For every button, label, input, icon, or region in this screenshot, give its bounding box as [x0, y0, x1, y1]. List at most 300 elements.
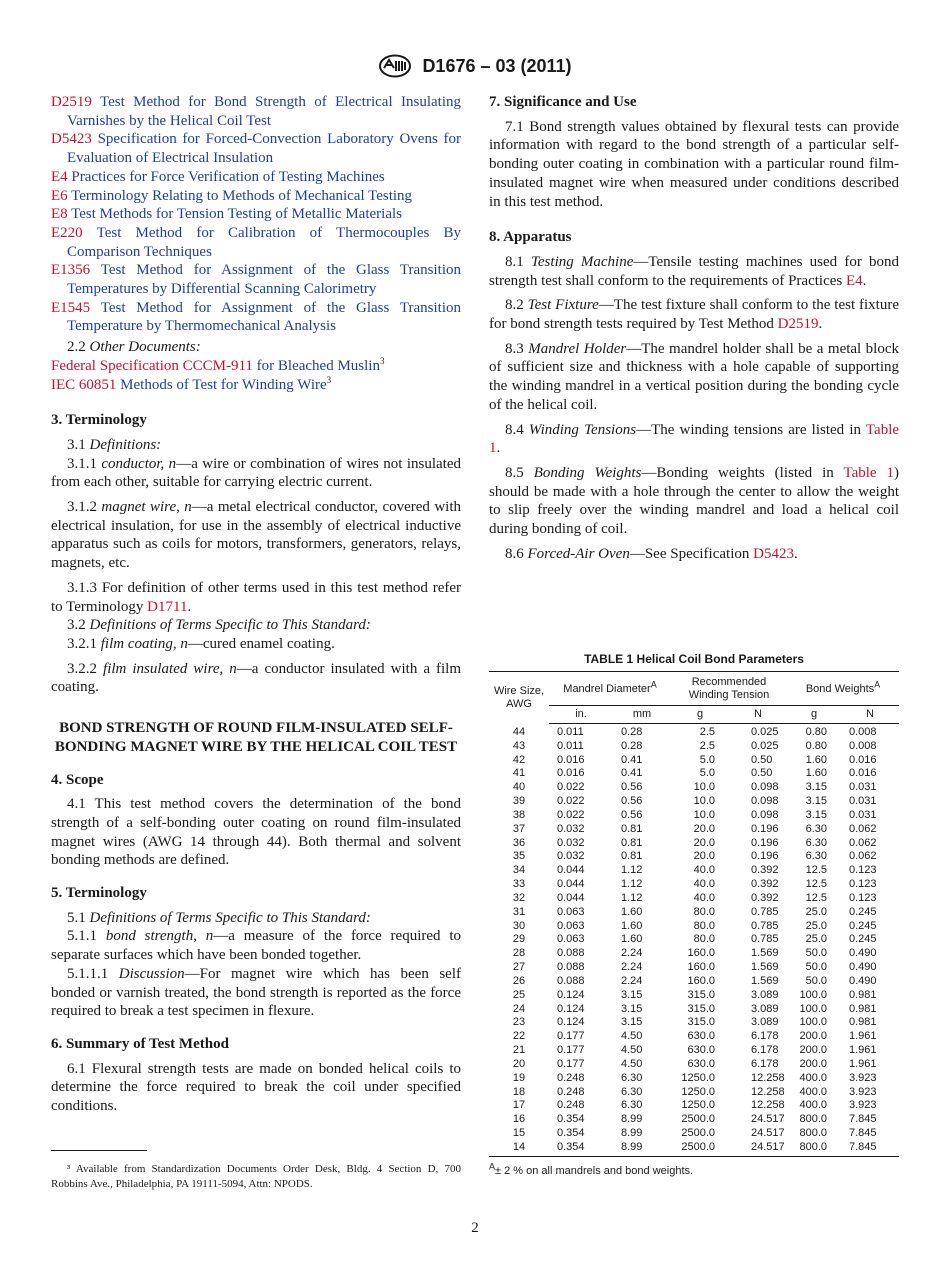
other-doc-item: Federal Specification CCCM-911 for Bleached Muslin$^3$ [51, 355, 385, 374]
doc-link[interactable]: E1545 [51, 299, 91, 316]
table-cell: 80.0 [693, 919, 715, 932]
table-row [489, 809, 899, 823]
table-cell: 12.258 [751, 1071, 785, 1084]
doc-link[interactable]: E6 [51, 187, 68, 204]
table-cell: 3.15 [621, 1016, 643, 1029]
table-row [489, 1058, 899, 1072]
footnote-rule [51, 1150, 147, 1151]
reference-title: Terminology Relating to Methods of Mechanical Testing [71, 187, 413, 204]
table-row [489, 767, 899, 781]
table-row [489, 1086, 899, 1100]
table-cell: 0.981 [849, 1002, 877, 1015]
helical-coil-table [489, 671, 899, 1157]
doc-link[interactable]: E220 [51, 224, 83, 241]
table-cell: 1250.0 [681, 1099, 715, 1112]
table-cell: 200.0 [799, 1030, 827, 1043]
unit-header: in. [549, 706, 613, 724]
table-row [489, 1141, 899, 1156]
table-cell: 0.088 [557, 947, 585, 960]
table-cell: 0.044 [557, 864, 585, 877]
table-cell: 0.063 [557, 905, 585, 918]
table-cell: 0.196 [751, 850, 779, 863]
doc-link[interactable]: E4 [845, 272, 863, 289]
table-cell: 24 [512, 1002, 526, 1015]
section-heading: 5. Terminology [51, 885, 147, 902]
table-cell: 6.178 [751, 1030, 779, 1043]
table-cell: 0.124 [557, 1002, 585, 1015]
table-cell: 5.0 [699, 753, 715, 766]
reference-item [51, 168, 461, 187]
paragraph: 3.1 Definitions: [67, 436, 162, 453]
table-cell: 0.248 [557, 1071, 585, 1084]
table-cell: 25 [512, 988, 526, 1001]
document-code: D1676 – 03 (2011) [422, 55, 572, 76]
table-cell: 0.031 [849, 781, 877, 794]
table-cell: 3.923 [849, 1085, 877, 1098]
table-cell: 10.0 [693, 808, 715, 821]
table-cell: 0.981 [849, 988, 877, 1001]
reference-item [51, 205, 461, 224]
table-cell: 0.044 [557, 878, 585, 891]
table-cell: 0.392 [751, 891, 779, 904]
table-cell: 0.81 [621, 836, 643, 849]
column-header-weights: Bond Weights$^A$ [787, 672, 899, 706]
table-cell: 0.80 [805, 726, 827, 738]
table-cell: 6.30 [805, 850, 827, 863]
table-cell: 0.28 [621, 726, 643, 738]
table-cell: 0.025 [751, 726, 779, 738]
paragraph: 3.1.3 For definition of other terms used in this test method refer to Terminology D1711. [51, 579, 461, 615]
table-cell: 2.24 [621, 974, 643, 987]
table-cell: 0.785 [751, 905, 779, 918]
table-row [489, 1099, 899, 1113]
table-cell: 16 [512, 1113, 526, 1126]
doc-link[interactable]: IEC 60851 [51, 376, 117, 393]
table-cell: 0.41 [621, 753, 643, 766]
table-cell: 1.60 [621, 919, 643, 932]
table-cell: 3.923 [849, 1071, 877, 1084]
reference-title: Test Methods for Tension Testing of Metallic Materials [71, 206, 402, 223]
table-cell: 0.248 [557, 1085, 585, 1098]
table-row [489, 961, 899, 975]
table-cell: 50.0 [805, 947, 827, 960]
table-link[interactable]: Table 1 [489, 421, 900, 457]
table-cell: 200.0 [799, 1057, 827, 1070]
table-cell: 7.845 [849, 1127, 877, 1140]
table-cell: 1.60 [805, 753, 827, 766]
table-cell: 0.248 [557, 1099, 585, 1112]
table-cell: 630.0 [687, 1057, 715, 1070]
table-cell: 33 [512, 878, 526, 891]
right-column [489, 93, 899, 569]
table-cell: 400.0 [799, 1071, 827, 1084]
table-cell: 4.50 [621, 1057, 643, 1070]
doc-link[interactable]: Federal Specification CCCM-911 [51, 357, 253, 374]
table-cell: 800.0 [799, 1113, 827, 1126]
table-cell: 0.011 [557, 739, 584, 752]
table-cell: 8.99 [613, 1141, 671, 1156]
table-row [489, 724, 899, 740]
paragraph: 7.1 Bond strength values obtained by flexural tests can provide information with regard to the bond strength of a particular self-bonding outer coating in combination with a particular round film-insulated magnet wire when measured under conditions described in this test method. [489, 118, 899, 210]
paragraph: 6.1 Flexural strength tests are made on bonded helical coils to determine the force required to break the coil under specified conditions. [51, 1060, 461, 1115]
table-title: TABLE 1 Helical Coil Bond Parameters [584, 652, 804, 666]
table-cell: 20.0 [693, 822, 715, 835]
table-footnote: $^A$± 2 % on all mandrels and bond weights. [489, 1161, 694, 1177]
table-cell: 0.50 [751, 767, 773, 780]
section-heading: 3. Terminology [51, 412, 147, 429]
table-cell: 0.123 [849, 864, 877, 877]
table-cell: 1.569 [751, 961, 779, 974]
table-cell: 0.123 [849, 878, 877, 891]
table-cell: 35 [512, 850, 526, 863]
table-cell: 25.0 [805, 919, 827, 932]
test-title: BOND STRENGTH OF ROUND FILM-INSULATED SELF-BONDING MAGNET WIRE BY THE HELICAL COIL TEST [54, 720, 458, 755]
table-cell: 26 [512, 974, 526, 987]
table-cell: 37 [512, 822, 526, 835]
table-cell: 3.923 [849, 1099, 877, 1112]
table-cell: 0.062 [849, 822, 877, 835]
unit-header: mm [613, 706, 671, 724]
table-row [489, 975, 899, 989]
paragraph: 3.2.2 film insulated wire, n—a conductor insulated with a film coating. [51, 660, 462, 696]
table-cell: 0.392 [751, 878, 779, 891]
table-cell: 3.15 [805, 795, 827, 808]
table-row [489, 837, 899, 851]
table-row [489, 933, 899, 947]
table-cell: 0.123 [849, 891, 877, 904]
table-cell: 100.0 [799, 1016, 827, 1029]
table-cell: 315.0 [687, 988, 715, 1001]
table-cell: 0.032 [557, 836, 585, 849]
table-cell: 20.0 [693, 836, 715, 849]
table-cell: 0.245 [849, 905, 877, 918]
table-cell: 800.0 [799, 1127, 827, 1140]
table-cell: 0.088 [557, 974, 585, 987]
table-cell: 1.60 [805, 767, 827, 780]
table-cell: 14 [489, 1141, 549, 1156]
reference-title: Test Method for Assignment of the Glass Transition Temperatures by Differential Scanning Calorimetry [67, 262, 462, 298]
doc-link[interactable]: D2519 [51, 94, 92, 110]
table-cell: 0.245 [849, 919, 877, 932]
other-doc-item: IEC 60851 Methods of Test for Winding Wire$^3$ [51, 374, 332, 393]
table-cell: 1.569 [751, 947, 779, 960]
section-heading: 8. Apparatus [489, 229, 572, 246]
doc-link[interactable]: D2519 [777, 316, 819, 333]
table-cell: 19 [512, 1071, 526, 1084]
table-cell: 315.0 [687, 1016, 715, 1029]
table-cell: 8.99 [621, 1127, 643, 1140]
table-cell: 0.008 [849, 726, 877, 738]
table-cell: 6.30 [805, 836, 827, 849]
table-row [489, 740, 899, 754]
doc-link[interactable]: E8 [51, 206, 68, 223]
table-cell: 50.0 [805, 974, 827, 987]
other-documents: 2.2 Other Documents: Federal Specification CCCM-911 for Bleached Muslin$^3$ IEC 60851 Methods of Test for Winding Wire$^3$ [51, 338, 461, 394]
table-cell: 0.044 [557, 891, 585, 904]
table-cell: 160.0 [687, 947, 715, 960]
table-cell: 3.089 [751, 988, 779, 1001]
page-header [0, 54, 950, 78]
table-cell: 1.961 [849, 1044, 877, 1057]
table-cell: 100.0 [799, 1002, 827, 1015]
table-row [489, 892, 899, 906]
table-cell: 0.031 [849, 808, 877, 821]
table-cell: 5.0 [699, 767, 715, 780]
reference-title: Test Method for Bond Strength of Electrical Insulating Varnishes by the Helical Coil Test [67, 94, 461, 129]
section-heading: 7. Significance and Use [489, 94, 637, 110]
table-cell: 12.5 [805, 891, 827, 904]
table-cell: 17 [512, 1099, 526, 1112]
table-cell: 40.0 [693, 864, 715, 877]
reference-item [51, 93, 461, 130]
table-cell: 4.50 [621, 1044, 643, 1057]
table-cell: 3.15 [621, 988, 643, 1001]
table-cell: 30 [512, 919, 526, 932]
table-cell: 0.063 [557, 933, 585, 946]
table-cell: 0.177 [557, 1044, 585, 1057]
table-cell: 80.0 [693, 905, 715, 918]
table-cell: 43 [512, 739, 526, 752]
table-cell: 0.81 [621, 850, 643, 863]
table-cell: 22 [512, 1030, 526, 1043]
section-heading: 6. Summary of Test Method [51, 1035, 229, 1052]
table-cell: 100.0 [799, 988, 827, 1001]
table-row [489, 1030, 899, 1044]
table-cell: 41 [512, 767, 526, 780]
reference-title: Practices for Force Verification of Testing Machines [71, 168, 385, 185]
table-cell: 200.0 [799, 1044, 827, 1057]
table-cell: 0.50 [751, 753, 773, 766]
reference-item [51, 130, 461, 167]
table-cell: 6.30 [621, 1071, 643, 1084]
table-cell: 18 [512, 1085, 526, 1098]
table-row [489, 1044, 899, 1058]
table-cell: 3.089 [751, 1002, 779, 1015]
table-cell: 0.56 [621, 808, 643, 821]
table-cell: 20 [512, 1057, 526, 1070]
table-cell: 630.0 [687, 1044, 715, 1057]
table-cell: 1250.0 [681, 1071, 715, 1084]
table-cell: 3.15 [805, 808, 827, 821]
doc-link[interactable]: E4 [51, 168, 68, 185]
table-row [489, 754, 899, 768]
reference-item [51, 187, 461, 206]
table-cell: 38 [512, 808, 526, 821]
section-heading: 4. Scope [51, 771, 104, 788]
table-cell: 0.008 [849, 739, 877, 752]
page-number: 2 [471, 1220, 479, 1236]
paragraph: 3.2 Definitions of Terms Specific to This Standard: [67, 617, 371, 634]
table-row [489, 906, 899, 920]
paragraph: 3.2.1 film coating, n—cured enamel coating. [67, 635, 335, 652]
table-cell: 0.245 [849, 933, 877, 946]
table-cell: 1.961 [849, 1030, 877, 1043]
table-row [489, 1016, 899, 1030]
table-cell: 1.12 [621, 891, 643, 904]
table-cell: 0.062 [849, 836, 877, 849]
paragraph: 3.1.2 magnet wire, n—a metal electrical conductor, covered with electrical insulation, for use in the assembly of electrical inductive apparatus such as coils for motors, transformers, generators, relays, magnets, etc. [51, 499, 461, 572]
table-cell: 28 [512, 947, 526, 960]
reference-list [51, 93, 461, 336]
table-cell: 0.088 [557, 961, 585, 974]
table-row [489, 850, 899, 864]
table-cell: 0.177 [557, 1057, 585, 1070]
table-cell: 10.0 [693, 781, 715, 794]
table-cell: 0.022 [557, 808, 585, 821]
unit-header: g [787, 706, 841, 724]
table-cell: 31 [512, 905, 526, 918]
table-body [489, 724, 899, 1157]
table-cell: 12.5 [805, 878, 827, 891]
table-row [489, 781, 899, 795]
doc-link[interactable]: D5423 [51, 131, 92, 148]
paragraph: 8.5 Bonding Weights—Bonding weights (listed in Table 1) should be made with a hole through the center to allow the weight to slip freely over the winding mandrel and load a helical coil during bonding of coil. [489, 464, 900, 538]
table-cell: 40.0 [693, 878, 715, 891]
table-cell: 0.124 [557, 988, 585, 1001]
paragraph: 8.1 Testing Machine—Tensile testing machines used for bond strength test shall conform to the requirements of Practices E4. [489, 253, 900, 289]
table-cell: 0.011 [557, 726, 584, 738]
table-cell: 12.5 [805, 864, 827, 877]
table-cell: 0.016 [557, 753, 585, 766]
table-cell: 42 [512, 753, 526, 766]
table-cell: 6.30 [805, 822, 827, 835]
reference-item [51, 224, 461, 261]
table-cell: 400.0 [799, 1085, 827, 1098]
table-cell: 630.0 [687, 1030, 715, 1043]
table-cell: 0.177 [557, 1030, 585, 1043]
table-row [489, 878, 899, 892]
table-cell: 1.60 [621, 905, 643, 918]
table-cell: 25.0 [805, 933, 827, 946]
table-cell: 27 [512, 961, 526, 974]
table-cell: 0.098 [751, 781, 779, 794]
table-cell: 0.80 [805, 739, 827, 752]
table-cell: 21 [512, 1044, 526, 1057]
column-header-mandrel: Mandrel Diameter$^A$ [549, 672, 671, 706]
paragraph: 5.1.1.1 Discussion—For magnet wire which has been self bonded or varnish treated, the bond strength is reported as the force required to break a test specimen in flexure. [51, 965, 461, 1020]
astm-logo-icon [378, 54, 412, 78]
table-cell: 400.0 [799, 1099, 827, 1112]
unit-header: N [841, 706, 899, 724]
table-cell: 1.12 [621, 864, 643, 877]
table-cell: 24.517 [751, 1127, 785, 1140]
table-cell: 2500.0 [681, 1113, 715, 1126]
table-cell: 36 [512, 836, 526, 849]
table-cell: 0.354 [557, 1127, 585, 1140]
table-cell: 0.785 [751, 933, 779, 946]
table-row [489, 864, 899, 878]
table-cell: 44 [512, 725, 526, 738]
table-cell: 1.12 [621, 878, 643, 891]
table-cell: 0.022 [557, 781, 585, 794]
footnote: ³ Available from Standardization Documents Order Desk, Bldg. 4 Section D, 700 Robbins Ave., Philadelphia, PA 19111-5094, Attn: NPODS. [51, 1163, 461, 1190]
table-cell: 0.124 [557, 1016, 585, 1029]
table-row [489, 1003, 899, 1017]
table-cell: 4.50 [621, 1030, 643, 1043]
table-cell: 0.196 [751, 822, 779, 835]
table-cell: 32 [512, 891, 526, 904]
table-cell: 0.032 [557, 822, 585, 835]
table-cell: 0.28 [621, 739, 643, 752]
table-cell: 80.0 [693, 933, 715, 946]
table-cell: 0.41 [621, 767, 643, 780]
table-cell: 2.5 [699, 726, 715, 738]
table-cell: 160.0 [687, 961, 715, 974]
table-row [489, 1072, 899, 1086]
table-row [489, 795, 899, 809]
table-cell: 0.354 [549, 1141, 613, 1156]
unit-header: N [729, 706, 787, 724]
table-cell: 800.0 [787, 1141, 841, 1156]
doc-link[interactable]: D5423 [753, 545, 794, 562]
table-row [489, 823, 899, 837]
left-column [51, 93, 461, 1122]
reference-item [51, 261, 461, 298]
paragraph: 4.1 This test method covers the determination of the bond strength of a self-bonding outer coating on round film-insulated magnet wires (AWG 14 through 44). Both thermal and solvent bonding methods are defined. [51, 796, 461, 869]
table-cell: 34 [512, 864, 526, 877]
table-cell: 1250.0 [681, 1085, 715, 1098]
table-row [489, 947, 899, 961]
table-cell: 0.490 [849, 947, 877, 960]
table-cell: 0.785 [751, 919, 779, 932]
table-cell: 10.0 [693, 795, 715, 808]
table-cell: 0.81 [621, 822, 643, 835]
table-cell: 2500.0 [671, 1141, 729, 1156]
table-row [489, 1113, 899, 1127]
table-cell: 1.569 [751, 974, 779, 987]
table-row [489, 1127, 899, 1141]
table-cell: 0.098 [751, 795, 779, 808]
reference-title: Test Method for Calibration of Thermocouples By Comparison Techniques [67, 224, 462, 260]
reference-title: Specification for Forced-Convection Laboratory Ovens for Evaluation of Electrical Insulation [67, 131, 462, 167]
table-cell: 0.016 [849, 753, 877, 766]
unit-header: g [671, 706, 729, 724]
table-cell: 0.354 [557, 1113, 585, 1126]
table-cell: 0.392 [751, 864, 779, 877]
table-cell: 0.022 [557, 795, 585, 808]
table-cell: 15 [512, 1127, 526, 1140]
table-cell: 0.196 [751, 836, 779, 849]
table-cell: 20.0 [693, 850, 715, 863]
table-cell: 0.098 [751, 808, 779, 821]
paragraph: 8.2 Test Fixture—The test fixture shall conform to the test fixture for bond strength tests required by Test Method D2519. [489, 297, 900, 333]
table-cell: 2.5 [699, 739, 715, 752]
table-cell: 0.490 [849, 961, 877, 974]
table-cell: 40 [512, 781, 526, 794]
table-link[interactable]: Table 1 [843, 464, 895, 481]
table-row [489, 920, 899, 934]
doc-link[interactable]: E1356 [51, 262, 91, 279]
column-header-tension: Recommended Winding Tension [671, 672, 787, 706]
table-cell: 29 [512, 933, 526, 946]
table-cell: 39 [512, 795, 526, 808]
doc-link[interactable]: D1711 [147, 598, 188, 615]
paragraph: 5.1.1 bond strength, n—a measure of the force required to separate surfaces which have been bonded together. [51, 928, 461, 964]
table-cell: 7.845 [841, 1141, 899, 1156]
table-cell: 6.30 [621, 1085, 643, 1098]
table-cell: 2.24 [621, 947, 643, 960]
paragraph: 8.3 Mandrel Holder—The mandrel holder shall be a metal block of sufficient size and thickness with a hole capable of supporting the winding mandrel in a vertical position during the bonding cycle of the helical coil. [489, 340, 900, 413]
table-cell: 12.258 [751, 1085, 785, 1098]
table-cell: 0.56 [621, 795, 643, 808]
table-cell: 24.517 [729, 1141, 787, 1156]
table-cell: 160.0 [687, 974, 715, 987]
table-cell: 0.063 [557, 919, 585, 932]
table-cell: 6.178 [751, 1057, 779, 1070]
table-cell: 23 [512, 1016, 526, 1029]
table-cell: 3.15 [805, 781, 827, 794]
reference-title: Test Method for Assignment of the Glass Transition Temperature by Thermomechanical Analysis [67, 299, 462, 335]
